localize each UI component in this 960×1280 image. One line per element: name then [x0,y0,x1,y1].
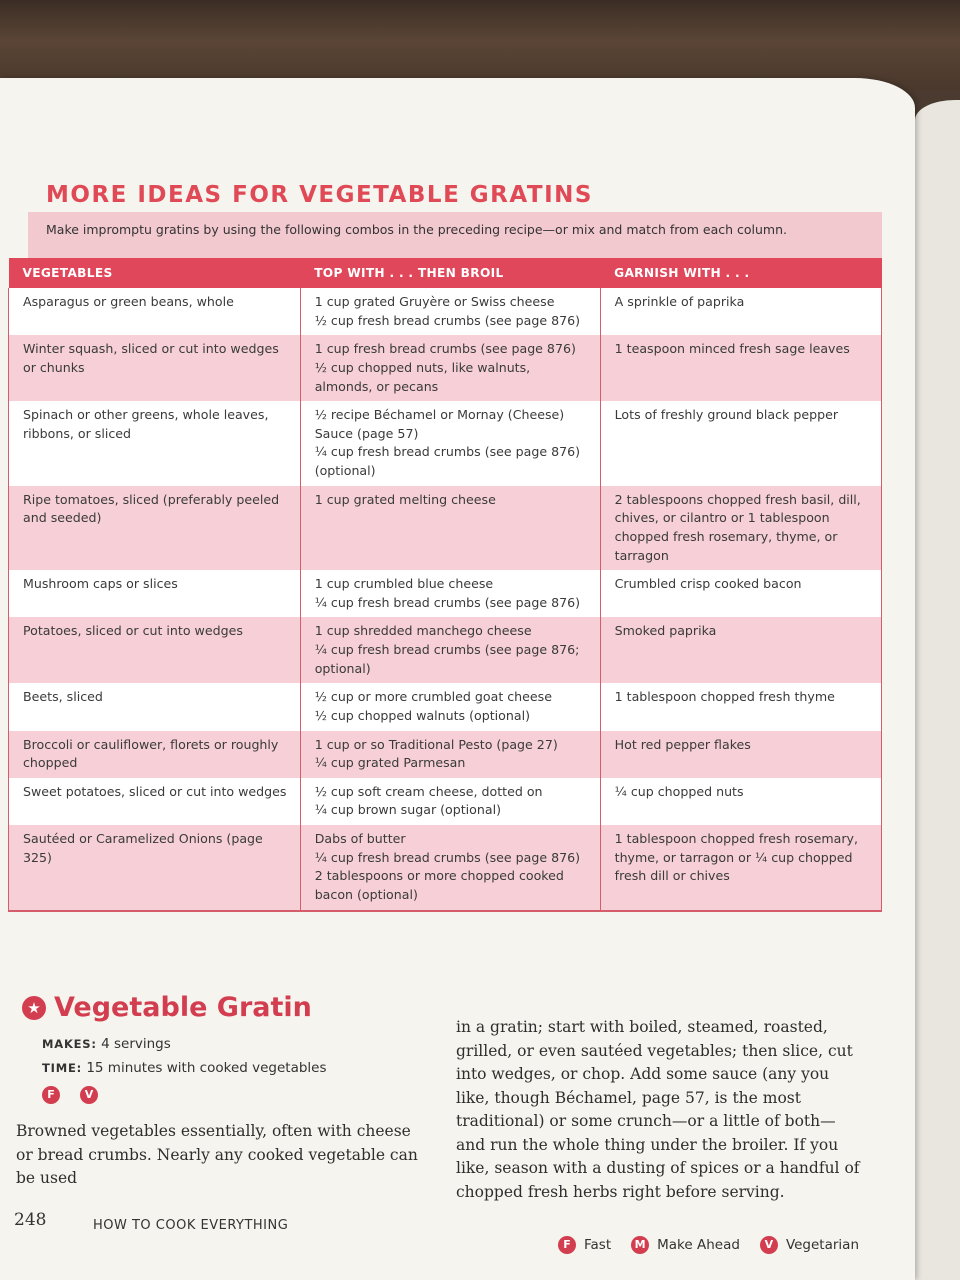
vegetable-cell [9,486,301,571]
top-with-cell [300,288,600,335]
vegetarian-icon: V [760,1236,778,1254]
recipe-intro-left: Browned vegetables essentially, often with cheese or bread crumbs. Nearly any cooked vegetable can be used [16,1122,418,1188]
cell-line: ½ cup soft cream cheese, dotted on [314,783,543,799]
fast-icon: F [558,1236,576,1254]
time-line [42,1060,327,1076]
legend [558,1236,859,1254]
sidebar-title: MORE IDEAS FOR VEGETABLE GRATINS [46,182,593,208]
cell-line: or chunks [23,359,85,375]
header-vegetables: VEGETABLES [9,258,301,288]
cell-line: fresh dill or chives [614,868,730,884]
gratin-combos-table [8,258,882,912]
top-with-cell [300,617,600,683]
table-row [9,335,882,401]
recipe-intro-right: in a gratin; start with boiled, steamed, roasted, grilled, or even sautéed vegetables; then slice, cut into wedges, or chop. Add some sauce (any you like, though Béchamel, page 57, is the most traditional) or some crunch—or a little of both—and run the whole thing under the broiler. If you like, season with a dusting of spices or a handful of chopped fresh herbs right before serving. [456,1018,860,1201]
table-row [9,778,882,825]
cell-line: 1 teaspoon minced fresh sage leaves [614,341,850,357]
cell-line: ribbons, or sliced [23,425,132,441]
cell-line: A sprinkle of paprika [614,294,745,309]
table-row [9,731,882,778]
table-row [9,570,882,617]
recipe-title-text: Vegetable Gratin [54,992,312,1023]
table-row [9,288,882,335]
cell-line: ½ cup or more crumbled goat cheese [314,689,552,705]
header-garnish-with: GARNISH WITH . . . [600,258,881,288]
cell-line: ½ recipe Béchamel or Mornay (Cheese) [314,407,565,423]
top-with-cell [300,825,600,911]
legend-label: Make Ahead [657,1237,740,1253]
cell-line: thyme, or tarragon or ¼ cup chopped [614,849,853,865]
table-row [9,683,882,730]
top-with-cell [300,731,600,778]
cell-line: (optional) [314,463,376,478]
top-with-cell [300,570,600,617]
cell-line: 2 tablespoons or more chopped cooked [314,868,564,884]
vegetable-cell [9,683,301,730]
cell-line: 1 tablespoon chopped fresh thyme [614,689,835,705]
vegetable-cell [9,825,301,911]
cell-line: ½ cup chopped walnuts (optional) [314,707,530,723]
table-row [9,617,882,683]
time-label: TIME: [42,1061,83,1075]
legend-label: Vegetarian [785,1237,860,1253]
cell-line: Mushroom caps or slices [23,576,178,592]
makes-value: 4 servings [101,1036,171,1052]
cell-line: Winter squash, sliced or cut into wedges [23,341,279,357]
cell-line: Sautéed or Caramelized Onions (page 325) [23,831,263,865]
legend-item-make-ahead [631,1236,740,1254]
cell-line: Broccoli or cauliflower, florets or roughly [23,736,279,752]
star-icon: ★ [22,996,46,1020]
garnish-cell [600,486,881,571]
cell-line: chopped fresh rosemary, thyme, or [614,528,838,544]
vegetable-cell [9,401,301,486]
garnish-cell [600,825,881,911]
garnish-cell [600,778,881,825]
cell-line: Potatoes, sliced or cut into wedges [23,623,243,639]
cell-line: 1 cup fresh bread crumbs (see page 876) [314,341,576,357]
vegetable-cell [9,778,301,825]
cell-line: 2 tablespoons chopped fresh basil, dill, [614,491,861,507]
cell-line: Smoked paprika [614,623,717,639]
table-row [9,401,882,486]
cell-line: ¼ cup fresh bread crumbs (see page 876) [314,594,581,610]
vegetarian-badge-icon: V [80,1086,98,1104]
cell-line: 1 cup or so Traditional Pesto (page 27) [314,736,558,752]
cell-line: Lots of freshly ground black pepper [614,407,839,423]
cell-line: 1 cup grated melting cheese [314,491,496,507]
table-row [9,486,882,571]
garnish-cell [600,570,881,617]
cell-line: 1 tablespoon chopped fresh rosemary, [614,831,859,846]
makes-line [42,1036,171,1052]
table-header-row [9,258,882,288]
vegetable-cell [9,731,301,778]
garnish-cell [600,731,881,778]
vegetable-cell [9,335,301,401]
top-with-cell [300,778,600,825]
page-number: 248 [14,1210,47,1230]
make-ahead-icon: M [631,1236,649,1254]
cell-line: ¼ cup brown sugar (optional) [314,802,501,818]
cell-line: 1 cup shredded manchego cheese [314,623,532,639]
facing-page-edge [915,100,960,1280]
cell-line: bacon (optional) [314,886,418,902]
cell-line: Spinach or other greens, whole leaves, [23,407,269,423]
cell-line: Sweet potatoes, sliced or cut into wedges [23,783,287,799]
cell-line: and seeded) [23,510,102,526]
running-head: HOW TO COOK EVERYTHING [93,1218,289,1233]
recipe-badges [42,1086,98,1104]
header-top-with: TOP WITH . . . THEN BROIL [300,258,600,288]
vegetable-cell [9,617,301,683]
top-with-cell [300,335,600,401]
time-value: 15 minutes with cooked vegetables [86,1060,327,1076]
legend-item-vegetarian [760,1236,859,1254]
garnish-cell [600,617,881,683]
top-with-cell [300,486,600,571]
cell-line: ½ cup chopped nuts, like walnuts, [314,359,531,375]
cell-line: optional) [314,660,371,676]
cell-line: 1 cup crumbled blue cheese [314,576,494,592]
table-row [9,825,882,911]
legend-item-fast [558,1236,611,1254]
legend-label: Fast [584,1237,612,1253]
cell-line: Hot red pepper flakes [614,736,751,752]
garnish-cell [600,683,881,730]
cell-line: Dabs of butter [314,831,406,846]
cell-line: chopped [23,755,78,771]
cell-line: Asparagus or green beans, whole [23,294,234,309]
fast-badge-icon: F [42,1086,60,1104]
makes-label: MAKES: [42,1037,97,1051]
cell-line: Crumbled crisp cooked bacon [614,576,802,592]
wooden-table-background [0,0,960,90]
vegetable-cell [9,570,301,617]
cell-line: tarragon [614,547,669,563]
garnish-cell [600,288,881,335]
cell-line: Ripe tomatoes, sliced (preferably peeled [23,491,280,507]
cell-line: Beets, sliced [23,689,103,705]
sidebar-intro: Make impromptu gratins by using the following combos in the preceding recipe—or mix and match from each column. [46,222,788,237]
recipe-title [22,992,312,1023]
cell-line: chives, or cilantro or 1 tablespoon [614,510,830,526]
top-with-cell [300,683,600,730]
cell-line: ¼ cup chopped nuts [614,783,744,799]
cell-line: ¼ cup fresh bread crumbs (see page 876; [314,642,580,657]
cell-line: ¼ cup fresh bread crumbs (see page 876) [314,849,581,865]
cell-line: ¼ cup fresh bread crumbs (see page 876) [314,444,581,460]
cell-line: 1 cup grated Gruyère or Swiss cheese [314,294,555,309]
garnish-cell [600,401,881,486]
cell-line: Sauce (page 57) [314,425,419,441]
top-with-cell [300,401,600,486]
garnish-cell [600,335,881,401]
cell-line: almonds, or pecans [314,378,439,394]
cell-line: ½ cup fresh bread crumbs (see page 876) [314,312,581,328]
vegetable-cell [9,288,301,335]
cell-line: ¼ cup grated Parmesan [314,755,466,771]
